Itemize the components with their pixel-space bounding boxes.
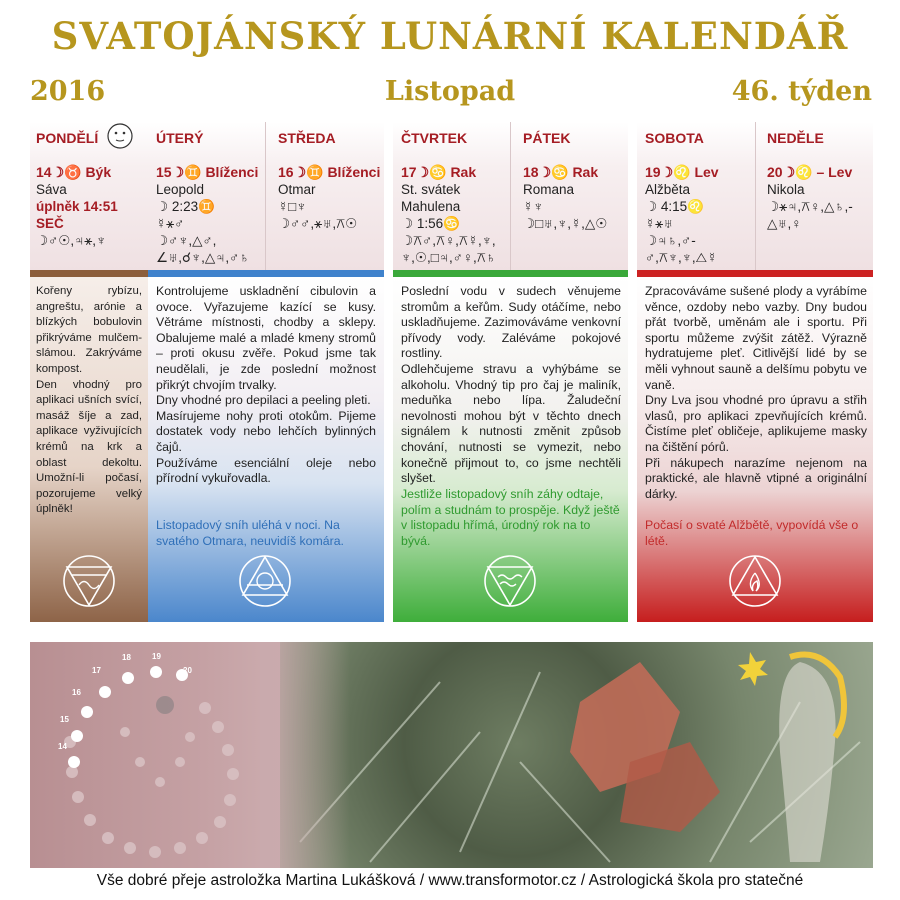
air-bar [148, 270, 384, 277]
week-label: 46. týden [731, 76, 872, 107]
moon-day-number: 15 [60, 715, 69, 724]
fire-bar [637, 270, 873, 277]
day-details: Nikola ☽⚹♃,⚻♀,△♄,- △♅,♀ [767, 182, 853, 231]
day-name: PONDĚLÍ [36, 130, 99, 146]
day-saturday [645, 122, 755, 270]
day-date: 19☽♌ Lev [645, 164, 719, 180]
day-details: St. svátek Mahulena ☽ 1:56♋ ☽⚻♂,⚻♀,⚻☿,♆, ♆,☉,□♃,♂♀,⚻♄ [401, 182, 496, 265]
earth-bar [30, 270, 148, 277]
water-element-icon [482, 553, 538, 609]
day-details: Sáva úplněk 14:51 SEČ ☽♂☉,♃⚹,♆ [36, 182, 118, 248]
day-separator [755, 122, 756, 270]
illustration-area [30, 642, 873, 868]
water-text: Poslední vodu v sudech věnujeme stromům a keřům. Sudy otáčíme, nebo uskladňujeme. Zazimováváme venkovní přívody vody. Zaléváme pokojové rostliny. Odlehčujeme stravu a vyhýbáme se alkoholu. Vhodný tip pro čaj je maliník, meduňka nebo lípa. Žaludeční nevolnosti mohou být v těchto dnech signálem k nutnosti změnit způsob chování, nutnosti se vymezit, nebo konečně přijmout to, co jsme nechtěli slyšet. [401, 284, 621, 486]
fire-element-icon [727, 553, 783, 609]
day-name: PÁTEK [523, 130, 571, 146]
day-name: STŘEDA [278, 130, 336, 146]
day-friday [523, 122, 633, 270]
moon-cycle-graphic [30, 642, 320, 868]
frost-leaves-photo [280, 642, 873, 868]
day-name: SOBOTA [645, 130, 704, 146]
air-text: Kontrolujeme uskladnění cibulovin a ovoce. Vyřazujeme kazící se kusy. Větráme místnosti, chodby a sklepy. Obalujeme malé a mladé kmeny stromů – proti okusu zvěře. Pokud jsme tak neudělali, je zde poslední možnost přikrýt chvojím trvalky. Dny vhodné pro depilaci a peeling pleti. Masírujeme nohy proti otokům. Pijeme dostatek vody nebo lehčích bylinných čajů. Používáme esenciální oleje nebo přírodní vykuřovadla. [156, 284, 376, 486]
air-proverb: Listopadový sníh uléhá v noci. Na svatého Otmara, neuvidíš komára. [156, 518, 344, 548]
full-moon-icon [106, 122, 134, 150]
day-tuesday [156, 122, 266, 270]
water-proverb: Jestliže listopadový sníh záhy odtaje, polím a studnám to prospěje. Když ještě v listopadu hřímá, úrodný rok na to bývá. [401, 487, 620, 548]
moon-day-number: 17 [92, 666, 101, 675]
day-date: 20☽♌ – Lev [767, 164, 853, 180]
footer-credits: Vše dobré přeje astroložka Martina Lukášková / www.transformotor.cz / Astrologická škola pro statečné [96, 872, 804, 889]
day-details: Otmar ☿□♆ ☽♂♂,⚹♅,⚻☉ [278, 182, 358, 231]
moon-day-number: 20 [183, 666, 192, 675]
day-date: 14☽♉ Býk [36, 164, 112, 180]
day-date: 16☽♊ Blíženci [278, 164, 381, 180]
year-label: 2016 [30, 76, 106, 107]
air-element-icon [237, 553, 293, 609]
moon-day-number: 18 [122, 653, 131, 662]
day-sunday [767, 122, 873, 270]
day-date: 17☽♋ Rak [401, 164, 477, 180]
earth-text: Kořeny rybízu, angreštu, arónie a blízkých bobulovin přikrýváme mulčem-slámou. Zakrýváme kompost. Den vhodný pro aplikaci ušních svící, masáž šíje a zad, aplikace vyživujících krémů na krk a oblast dekoltu. Umožní-li počasí, pozorujeme velký úplněk! [36, 285, 142, 516]
day-name: ČTVRTEK [401, 130, 468, 146]
fire-text: Zpracováváme sušené plody a vyrábíme věnce, ozdoby nebo vazby. Dny budou přát tvorbě, uměnám ale i sportu. Při sportu můžeme zvýšit zátěž. Výrazně hydratujeme pleť. Citlivější lidé by se měli vyhnout sauně a delšímu pobytu ve vaně. Dny Lva jsou vhodné pro úpravu a střih vlasů, pro aplikaci zpevňujících krémů. Čistíme pleť obličeje, aplikujeme masky na čištění pórů. Při nákupech narazíme nejenom na praktické, ale hlavně vtipné a originální dárky. [645, 284, 867, 501]
day-date: 15☽♊ Blíženci [156, 164, 259, 180]
water-bar [393, 270, 628, 277]
moon-day-number: 14 [58, 742, 67, 751]
day-details: Romana ☿♆ ☽□♅,♆,☿,△☉ [523, 182, 608, 231]
month-label: Listopad [384, 76, 516, 107]
fire-proverb: Počasí o svaté Alžbětě, vypovídá vše o létě. [645, 518, 859, 548]
moon-day-number: 16 [72, 688, 81, 697]
day-details: Alžběta ☽ 4:15♌ ☿⚹♅ ☽♃♄,♂- ♂,⚻♆,♆,△☿ [645, 182, 718, 265]
frost-photo-graphic [280, 642, 873, 868]
day-name: ÚTERÝ [156, 130, 204, 146]
earth-element-icon [61, 553, 117, 609]
day-date: 18☽♋ Rak [523, 164, 599, 180]
day-thursday [401, 122, 511, 270]
moon-day-number: 19 [152, 652, 161, 661]
day-name: NEDĚLE [767, 130, 824, 146]
day-wednesday [278, 122, 388, 270]
day-details: Leopold ☽ 2:23♊ ☿⚹♂ ☽♂♆,△♂, ∠♅,☌♆,△♃,♂♄ [156, 182, 250, 265]
calendar-title: SVATOJÁNSKÝ LUNÁRNÍ KALENDÁŘ [51, 14, 849, 58]
